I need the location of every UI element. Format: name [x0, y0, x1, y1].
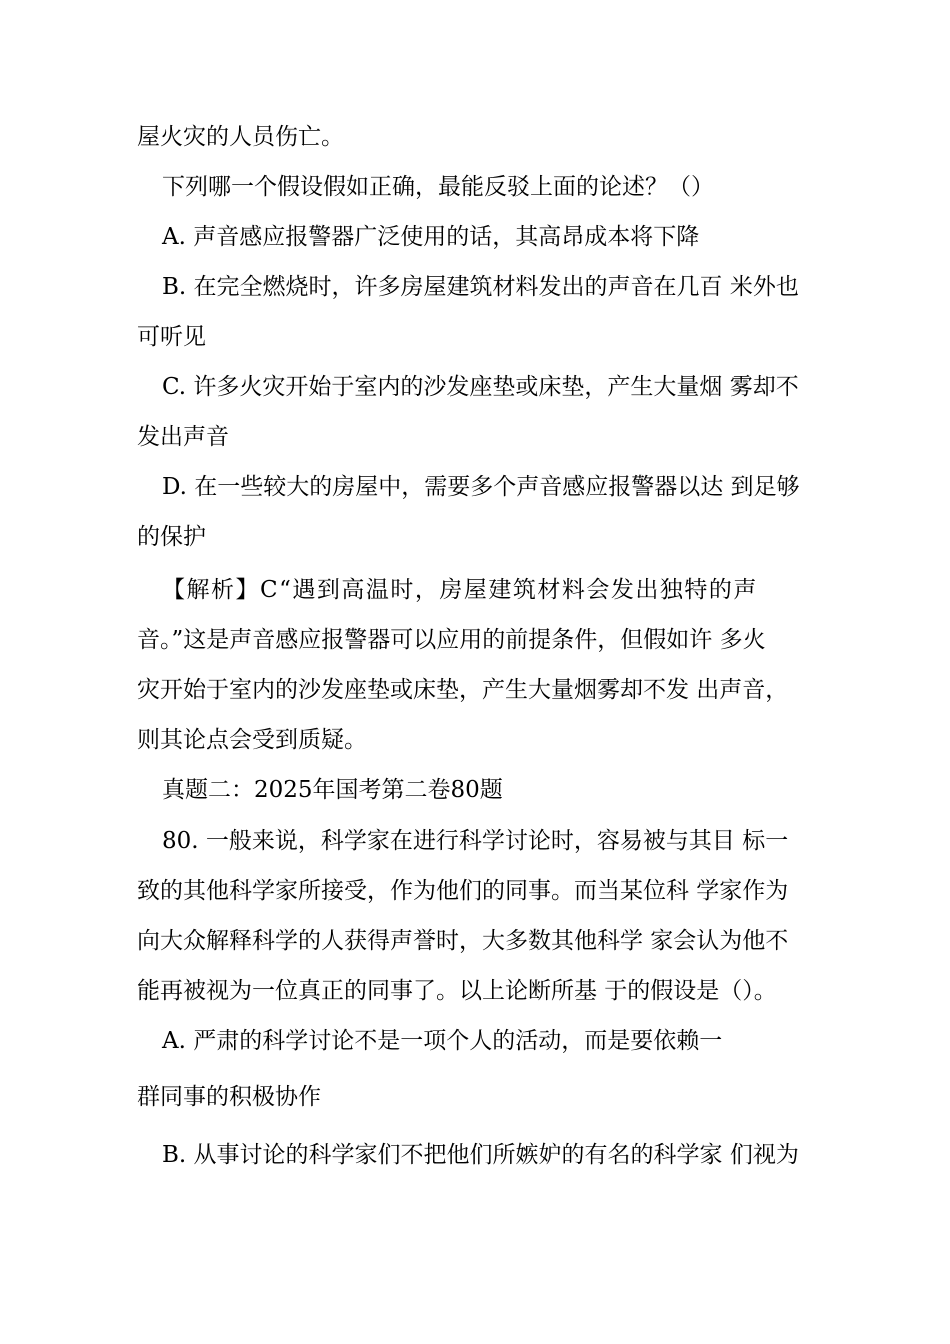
- analysis-line-3: 灾开始于室内的沙发座垫或床垫，产生大量烟雾却不发 出声音，: [137, 677, 789, 703]
- option-c-cont: 发出声音: [137, 424, 229, 450]
- option-b: B. 在完全燃烧时，许多房屋建筑材料发出的声音在几百 米外也: [162, 274, 799, 300]
- option-80-a: A. 严肃的科学讨论不是一项个人的活动，而是要依赖一: [162, 1028, 723, 1054]
- option-c: C. 许多火灾开始于室内的沙发座垫或床垫，产生大量烟 雾却不: [162, 374, 799, 400]
- option-b-cont: 可听见: [137, 324, 206, 350]
- question-80-line-3: 向大众解释科学的人获得声誉时，大多数其他科学 家会认为他不: [137, 928, 789, 954]
- section-title: 真题二：2025年国考第二卷80题: [162, 777, 503, 803]
- text-line-1: 屋火灾的人员伤亡。: [137, 124, 344, 150]
- option-d: D. 在一些较大的房屋中，需要多个声音感应报警器以达 到足够: [162, 474, 800, 500]
- option-d-cont: 的保护: [137, 524, 206, 550]
- option-80-a-cont: 群同事的积极协作: [137, 1084, 321, 1110]
- option-80-b: B. 从事讨论的科学家们不把他们所嫉妒的有名的科学家 们视为: [162, 1142, 799, 1168]
- question-80: 80. 一般来说，科学家在进行科学讨论时，容易被与其目 标一: [162, 828, 789, 854]
- analysis-line-4: 则其论点会受到质疑。: [137, 727, 367, 753]
- option-a: A. 声音感应报警器广泛使用的话，其高昂成本将下降: [162, 224, 700, 250]
- question-prompt: 下列哪一个假设假如正确，最能反驳上面的论述？（）: [162, 174, 714, 200]
- question-80-line-2: 致的其他科学家所接受，作为他们的同事。而当某位科 学家作为: [137, 878, 789, 904]
- question-80-line-4: 能再被视为一位真正的同事了。以上论断所基 于的假设是（）。: [137, 978, 777, 1004]
- analysis-line-2: 音。”这是声音感应报警器可以应用的前提条件，但假如许 多火: [137, 627, 766, 653]
- analysis-heading: 【解析】C“遇到高温时，房屋建筑材料会发出独特的声: [162, 577, 758, 603]
